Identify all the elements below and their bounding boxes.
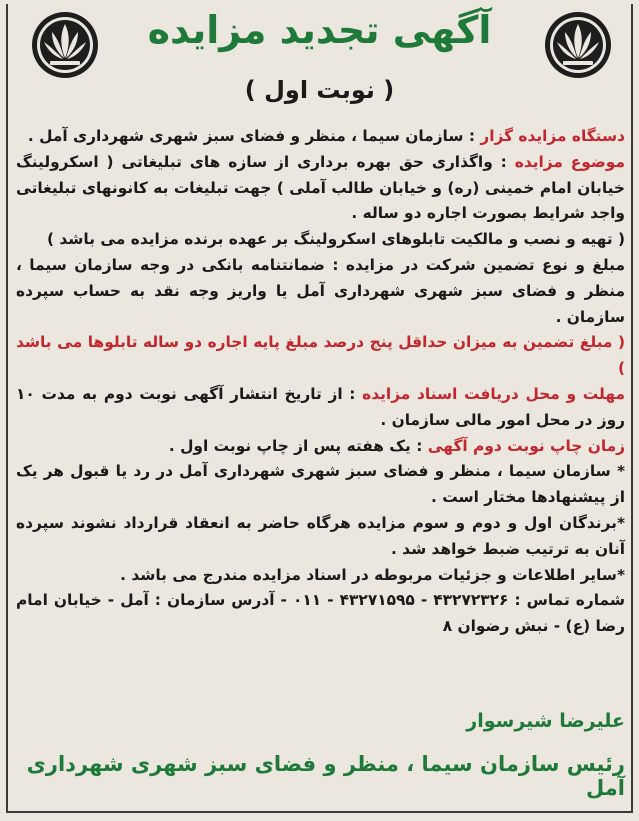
guarantee-amount: ( مبلغ تضمین به میزان حداقل پنج درصد مبلغ پایه اجاره دو ساله تابلوها می باشد ) [16,333,625,378]
second-ad-text: : یک هفته پس از چاپ نوبت اول . [168,436,423,455]
signatory-role: رئیس سازمان سیما ، منظر و فضای سبز شهری شهرداری آمل [26,752,625,800]
municipality-emblem-icon [30,10,100,80]
guarantee-paragraph: مبلغ و نوع تضمین شرکت در مزایده : ضمانتنامه بانکی در وجه سازمان سیما ، منظر و فضای سبز شهری شهرداری آمل یا واریز وجه نقد به حساب سپرده سازمان . [16,255,625,326]
round-label: ( نوبت اول ) [244,76,395,104]
municipality-emblem-icon [543,10,613,80]
deadline-paragraph [16,382,625,434]
note-forfeit: *برندگان اول و دوم و سوم مزایده هرگاه حاضر به انعقاد قرارداد نشوند سپرده آنان به ترتیب ضبط خواهد شد . [16,513,625,558]
note-rejection: * سازمان سیما ، منظر و فضای سبز شهری شهرداری آمل در رد یا قبول هر یک از پیشنهادها مختار است . [16,462,625,507]
subject-label: موضوع مزایده [514,152,625,171]
note-details: *سایر اطلاعات و جزئیات مربوطه در اسناد مزایده مندرج می باشد . [120,565,625,584]
organizer-text: : سازمان سیما ، منظر و فضای سبز شهری شهرداری آمل . [27,127,475,145]
advertisement-body [16,124,625,640]
organizer-label: دستگاه مزایده گزار [480,127,625,145]
contact-info: شماره تماس : ۴۳۲۷۲۳۲۶ - ۴۳۲۷۱۵۹۵ - ۰۱۱ - آدرس سازمان : آمل - خیابان امام رضا (ع) - نبش رضوان ۸ [16,591,625,636]
organizer-paragraph [16,124,625,150]
page-title: آگهی تجدید مزایده [147,8,492,52]
second-ad-label: زمان چاپ نوبت دوم آگهی [427,436,625,455]
subject-paragraph [16,150,625,227]
subject-text: : واگذاری حق بهره برداری از سازه های تبلیغاتی ( اسکرولینگ خیابان امام خمینی (ره) و خیابان طالب آملی ) جهت تبلیغات به کانونهای تبلیغاتی واجد شرایط بصورت اجاره دو ساله . [16,152,625,223]
deadline-text: : از تاریخ انتشار آگهی نوبت دوم به مدت ۱۰ روز در محل امور مالی سازمان . [16,384,625,429]
deadline-label: مهلت و محل دریافت اسناد مزایده [362,384,626,403]
second-ad-paragraph [16,434,625,460]
install-note: ( تهیه و نصب و مالکیت تابلوهای اسکرولینگ بر عهده برنده مزایده می باشد ) [47,230,625,249]
signatory-name: علیرضا شیرسوار [466,710,625,732]
